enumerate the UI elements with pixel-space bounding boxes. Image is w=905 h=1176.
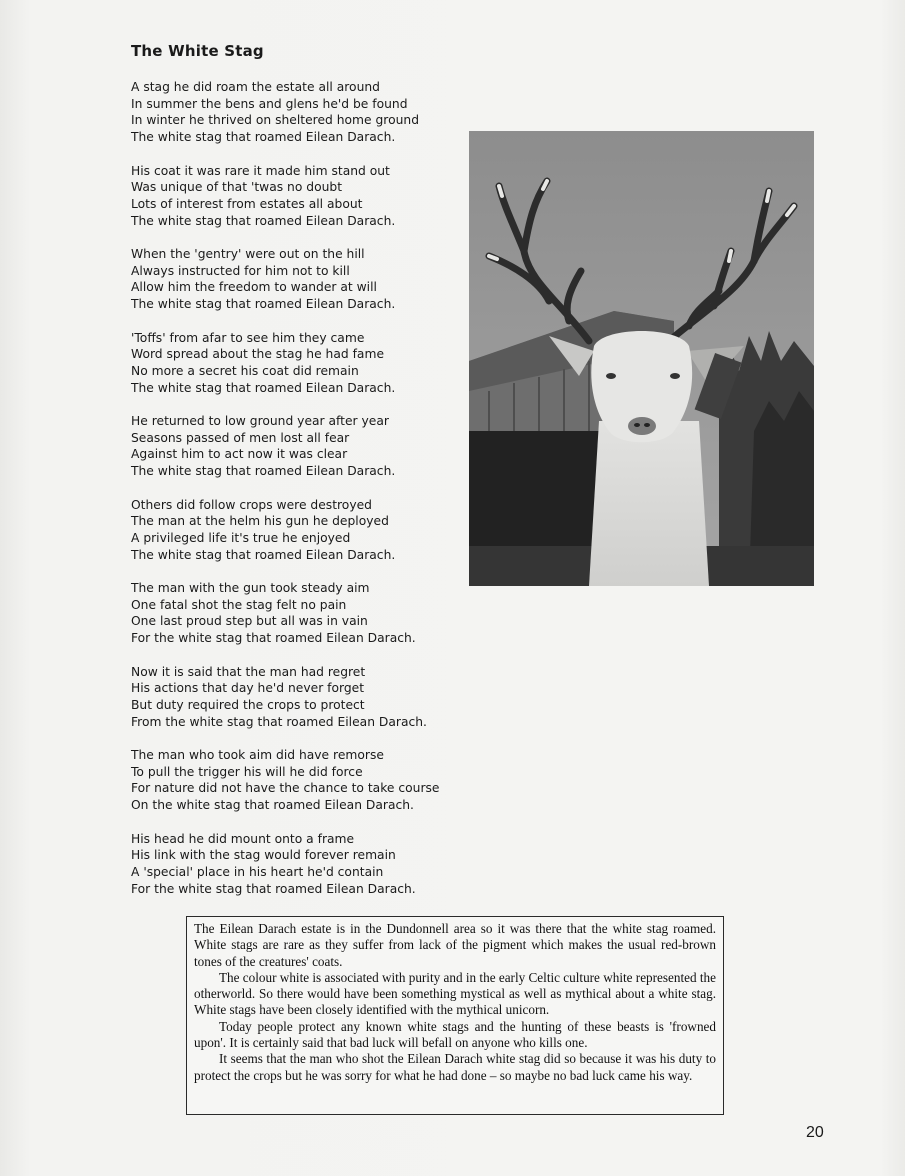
poem-line: To pull the trigger his will he did force	[131, 764, 363, 779]
poem-line: Against him to act now it was clear	[131, 447, 348, 462]
poem-line: One fatal shot the stag felt no pain	[131, 597, 347, 612]
stag-photo-illustration	[469, 131, 814, 586]
poem-line: When the 'gentry' were out on the hill	[131, 247, 365, 261]
poem-line: His head he did mount onto a frame	[131, 831, 355, 846]
poem-line: Others did follow crops were destroyed	[131, 497, 372, 512]
poem-line: The man at the helm his gun he deployed	[131, 514, 389, 529]
poem-line: For the white stag that roamed Eilean Darach.	[131, 631, 416, 646]
info-box	[186, 916, 724, 1115]
info-paragraph-1: The Eilean Darach estate is in the Dundonnell area so it was there that the white stag roamed. White stags are rare as they suffer from lack of the pigment which makes the usual red-brown tones of the creatures' coats.	[194, 921, 716, 969]
poem-line: The white stag that roamed Eilean Darach.	[131, 464, 396, 479]
poem-line: Was unique of that 'twas no doubt	[131, 180, 343, 195]
poem-line: The white stag that roamed Eilean Darach.	[131, 213, 396, 228]
poem-line: On the white stag that roamed Eilean Darach.	[131, 798, 414, 813]
page-number: 20	[806, 1124, 824, 1141]
poem-line: A stag he did roam the estate all around	[131, 80, 380, 94]
poem-stanza	[131, 580, 471, 647]
poem	[131, 79, 471, 914]
poem-stanza	[131, 747, 471, 814]
poem-line: The man with the gun took steady aim	[131, 581, 370, 595]
info-paragraph-2: The colour white is associated with purity and in the early Celtic culture white represented the otherworld. So there would have been something mystical as well as mythical about a white stag. White stags have been closely identified with the mythical unicorn.	[194, 969, 716, 1018]
poem-line: A privileged life it's true he enjoyed	[131, 530, 351, 545]
poem-line: But duty required the crops to protect	[131, 697, 365, 712]
poem-stanza	[131, 413, 471, 480]
poem-line: Always instructed for him not to kill	[131, 263, 350, 278]
poem-line: No more a secret his coat did remain	[131, 363, 359, 378]
poem-line: From the white stag that roamed Eilean Darach.	[131, 714, 427, 729]
poem-line: His coat it was rare it made him stand out	[131, 163, 390, 178]
info-paragraph-3: Today people protect any known white stags and the hunting of these beasts is 'frowned upon'. It is certainly said that bad luck will befall on anyone who kills one.	[194, 1018, 716, 1051]
poem-stanza	[131, 664, 471, 731]
poem-line: He returned to low ground year after year	[131, 414, 389, 428]
poem-line: Lots of interest from estates all about	[131, 196, 363, 211]
poem-title: The White Stag	[131, 42, 264, 60]
poem-line: For the white stag that roamed Eilean Darach.	[131, 881, 416, 896]
poem-line: In summer the bens and glens he'd be found	[131, 96, 408, 111]
poem-line: Seasons passed of men lost all fear	[131, 430, 350, 445]
stag-head-photo	[469, 131, 814, 586]
poem-line: The white stag that roamed Eilean Darach.	[131, 380, 396, 395]
poem-line: A 'special' place in his heart he'd contain	[131, 864, 384, 879]
poem-stanza	[131, 163, 471, 230]
poem-line: Word spread about the stag he had fame	[131, 347, 385, 362]
poem-line: His actions that day he'd never forget	[131, 681, 365, 696]
poem-stanza	[131, 330, 471, 397]
poem-stanza	[131, 497, 471, 564]
poem-stanza	[131, 246, 471, 313]
poem-stanza	[131, 79, 471, 146]
poem-line: The white stag that roamed Eilean Darach.	[131, 130, 396, 145]
poem-line: For nature did not have the chance to take course	[131, 781, 440, 796]
poem-line: The man who took aim did have remorse	[131, 748, 384, 762]
poem-stanza	[131, 831, 471, 898]
poem-line: Allow him the freedom to wander at will	[131, 280, 377, 295]
poem-line: One last proud step but all was in vain	[131, 614, 368, 629]
poem-line: 'Toffs' from afar to see him they came	[131, 330, 365, 345]
poem-line: In winter he thrived on sheltered home ground	[131, 113, 419, 128]
info-paragraph-4: It seems that the man who shot the Eilean Darach white stag did so because it was his duty to protect the crops but he was sorry for what he had done – so maybe no bad luck came his way.	[194, 1051, 716, 1083]
poem-line: His link with the stag would forever remain	[131, 848, 396, 863]
poem-line: The white stag that roamed Eilean Darach.	[131, 297, 396, 312]
poem-line: The white stag that roamed Eilean Darach.	[131, 547, 396, 562]
poem-line: Now it is said that the man had regret	[131, 664, 366, 679]
